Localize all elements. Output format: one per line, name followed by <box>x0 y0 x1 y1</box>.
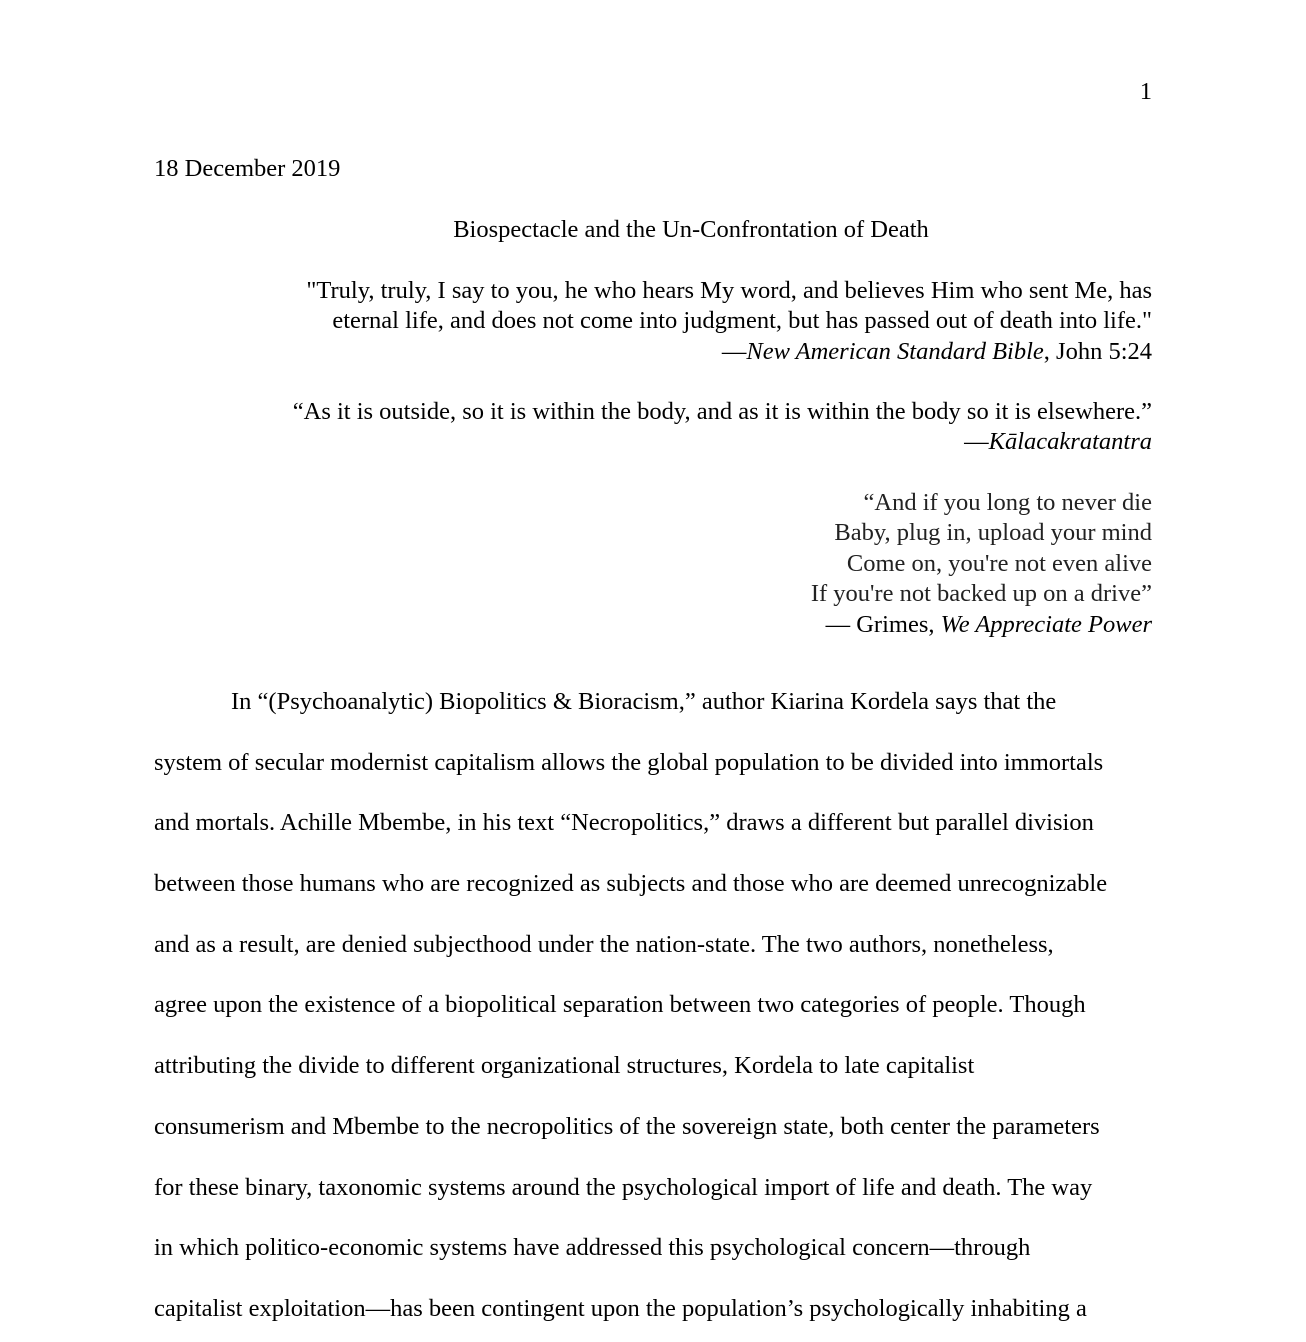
epigraph-bible <box>306 276 1152 367</box>
body-line: consumerism and Mbembe to the necropolitics of the sovereign state, both center the parameters <box>154 1112 1100 1140</box>
epigraph-kalacakra <box>293 397 1152 458</box>
attribution-prefix: — <box>964 428 989 456</box>
epigraph-line: “And if you long to never die <box>863 489 1152 516</box>
document-title: Biospectacle and the Un-Confrontation of Death <box>453 216 929 243</box>
epigraph-attribution <box>293 427 1152 457</box>
attribution-source: New American Standard Bible <box>746 337 1044 365</box>
body-line: in which politico-economic systems have addressed this psychological concern—through <box>154 1234 1031 1262</box>
attribution-source: We Appreciate Power <box>940 610 1152 638</box>
body-line: and as a result, are denied subjecthood under the nation-state. The two authors, nonetheless, <box>154 930 1054 958</box>
epigraph-line: Come on, you're not even alive <box>846 549 1152 577</box>
body-line: between those humans who are recognized as subjects and those who are deemed unrecognizable <box>154 870 1108 898</box>
epigraph-line: Baby, plug in, upload your mind <box>834 519 1152 547</box>
attribution-prefix: — <box>721 337 747 365</box>
body-line: system of secular modernist capitalism allows the global population to be divided into immortals <box>154 748 1104 776</box>
attribution-source: Kālacakratantra <box>988 428 1152 456</box>
body-line: and mortals. Achille Mbembe, in his text “Necropolitics,” draws a different but parallel division <box>154 809 1094 837</box>
body-line: In “(Psychoanalytic) Biopolitics & Bioracism,” author Kiarina Kordela says that the <box>231 688 1057 715</box>
page-number: 1 <box>1139 78 1152 105</box>
body-line: capitalist exploitation—has been contingent upon the population’s psychologically inhabiting a <box>154 1294 1087 1322</box>
body-line: attributing the divide to different organizational structures, Kordela to late capitalist <box>154 1052 975 1080</box>
body-paragraph <box>154 672 1154 1340</box>
attribution-suffix: , John 5:24 <box>1043 337 1152 365</box>
epigraph-line: "Truly, truly, I say to you, he who hears My word, and believes Him who sent Me, has <box>306 277 1152 304</box>
epigraph-grimes <box>811 488 1152 640</box>
body-line: agree upon the existence of a biopolitical separation between two categories of people. Though <box>154 991 1086 1019</box>
epigraph-attribution <box>306 337 1152 367</box>
epigraph-attribution <box>811 610 1152 640</box>
epigraph-line: If you're not backed up on a drive” <box>810 580 1152 608</box>
attribution-prefix: — Grimes, <box>825 610 941 638</box>
body-line: for these binary, taxonomic systems around the psychological import of life and death. The way <box>154 1173 1093 1201</box>
document-date: 18 December 2019 <box>154 155 341 182</box>
epigraph-line: eternal life, and does not come into judgment, but has passed out of death into life." <box>332 307 1152 335</box>
epigraph-line: “As it is outside, so it is within the body, and as it is within the body so it is elsewhere.” <box>292 398 1152 425</box>
